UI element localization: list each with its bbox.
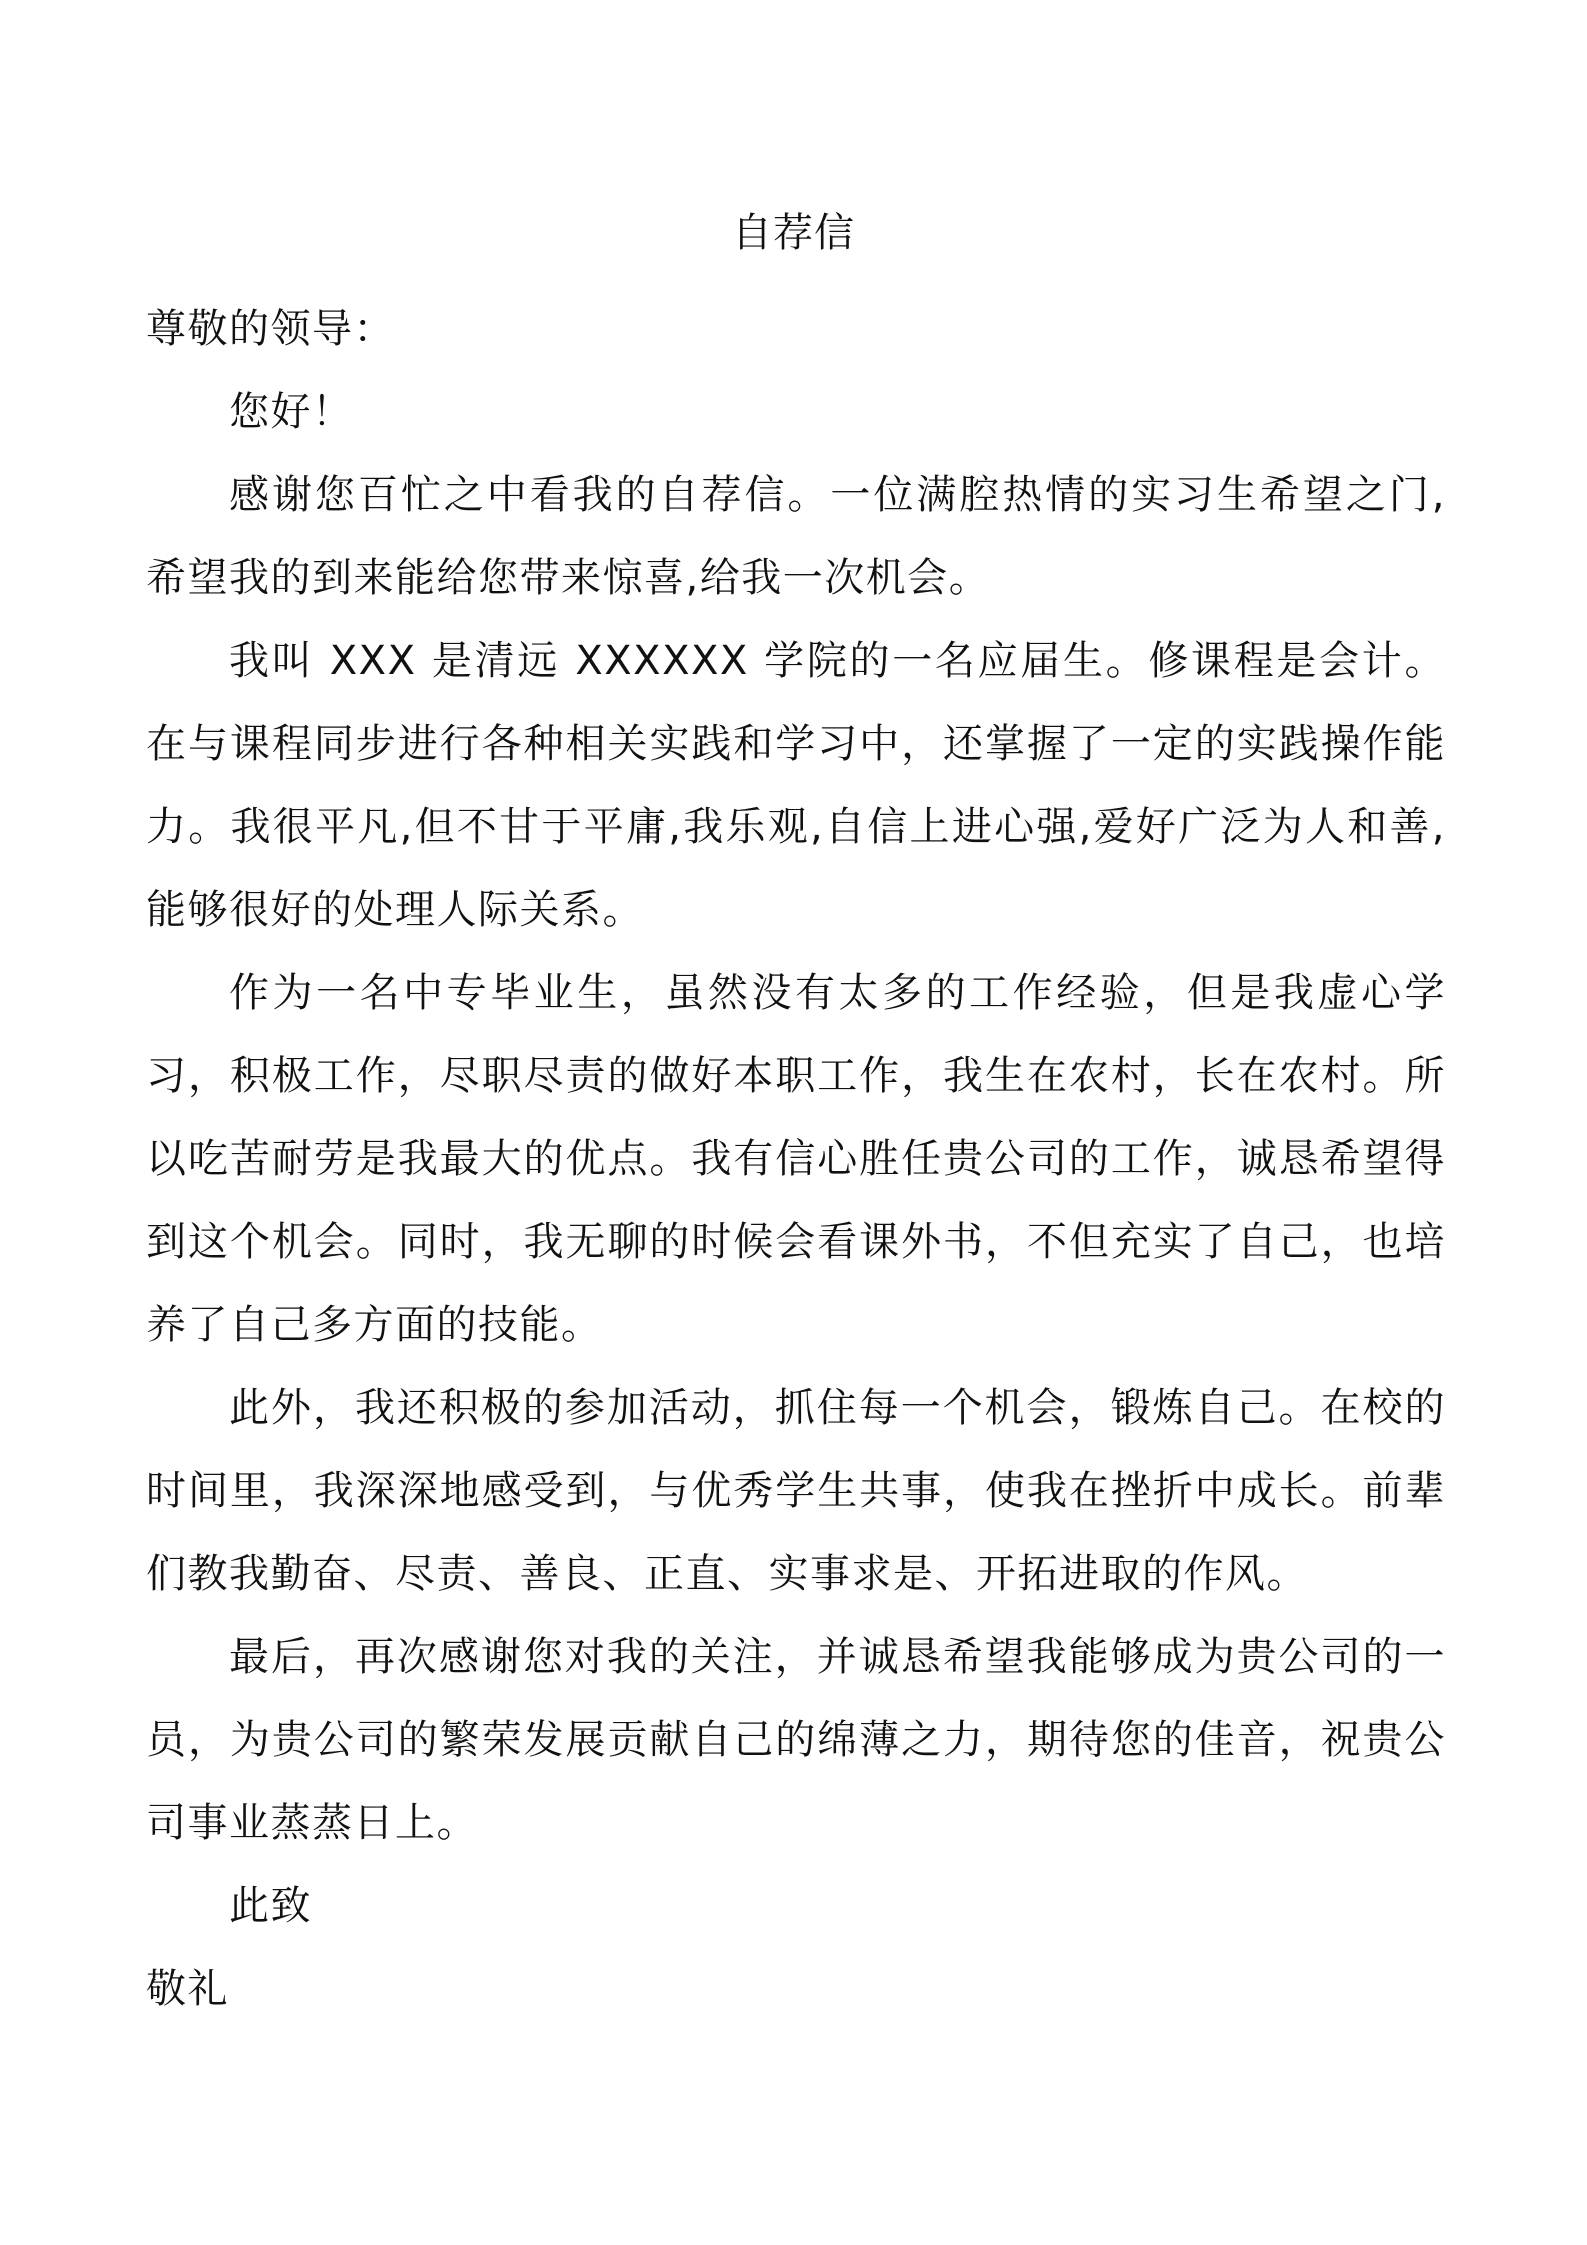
regards: 敬礼 xyxy=(146,1966,229,2012)
paragraph-introduction: 我叫 XXX 是清远 XXXXXX 学院的一名应届生。修课程是会计。在与课程同步进行各种相关实践和学习中，还掌握了一定的实践操作能力。我很平凡,但不甘于平庸,我乐观,自信上进心强,爱好广泛为人和善,能够很好的处理人际关系。 xyxy=(146,638,1446,933)
letter-title: 自荐信 xyxy=(732,210,855,256)
paragraph-experience: 作为一名中专毕业生，虽然没有太多的工作经验，但是我虚心学习，积极工作，尽职尽责的做好本职工作，我生在农村，长在农村。所以吃苦耐劳是我最大的优点。我有信心胜任贵公司的工作，诚恳希望得到这个机会。同时，我无聊的时候会看课外书，不但充实了自己，也培养了自己多方面的技能。 xyxy=(146,970,1446,1348)
salutation: 尊敬的领导： xyxy=(146,306,395,352)
greeting: 您好！ xyxy=(229,389,354,435)
paragraph-activities: 此外，我还积极的参加活动，抓住每一个机会，锻炼自己。在校的时间里，我深深地感受到，与优秀学生共事，使我在挫折中成长。前辈们教我勤奋、尽责、善良、正直、实事求是、开拓进取的作风。 xyxy=(146,1385,1446,1597)
paragraph-thanks: 感谢您百忙之中看我的自荐信。一位满腔热情的实习生希望之门,希望我的到来能给您带来惊喜,给我一次机会。 xyxy=(146,472,1446,601)
letter-body xyxy=(146,288,1446,2031)
closing: 此致 xyxy=(229,1883,312,1929)
paragraph-conclusion: 最后，再次感谢您对我的关注，并诚恳希望我能够成为贵公司的一员，为贵公司的繁荣发展贡献自己的绵薄之力，期待您的佳音，祝贵公司事业蒸蒸日上。 xyxy=(146,1634,1446,1846)
